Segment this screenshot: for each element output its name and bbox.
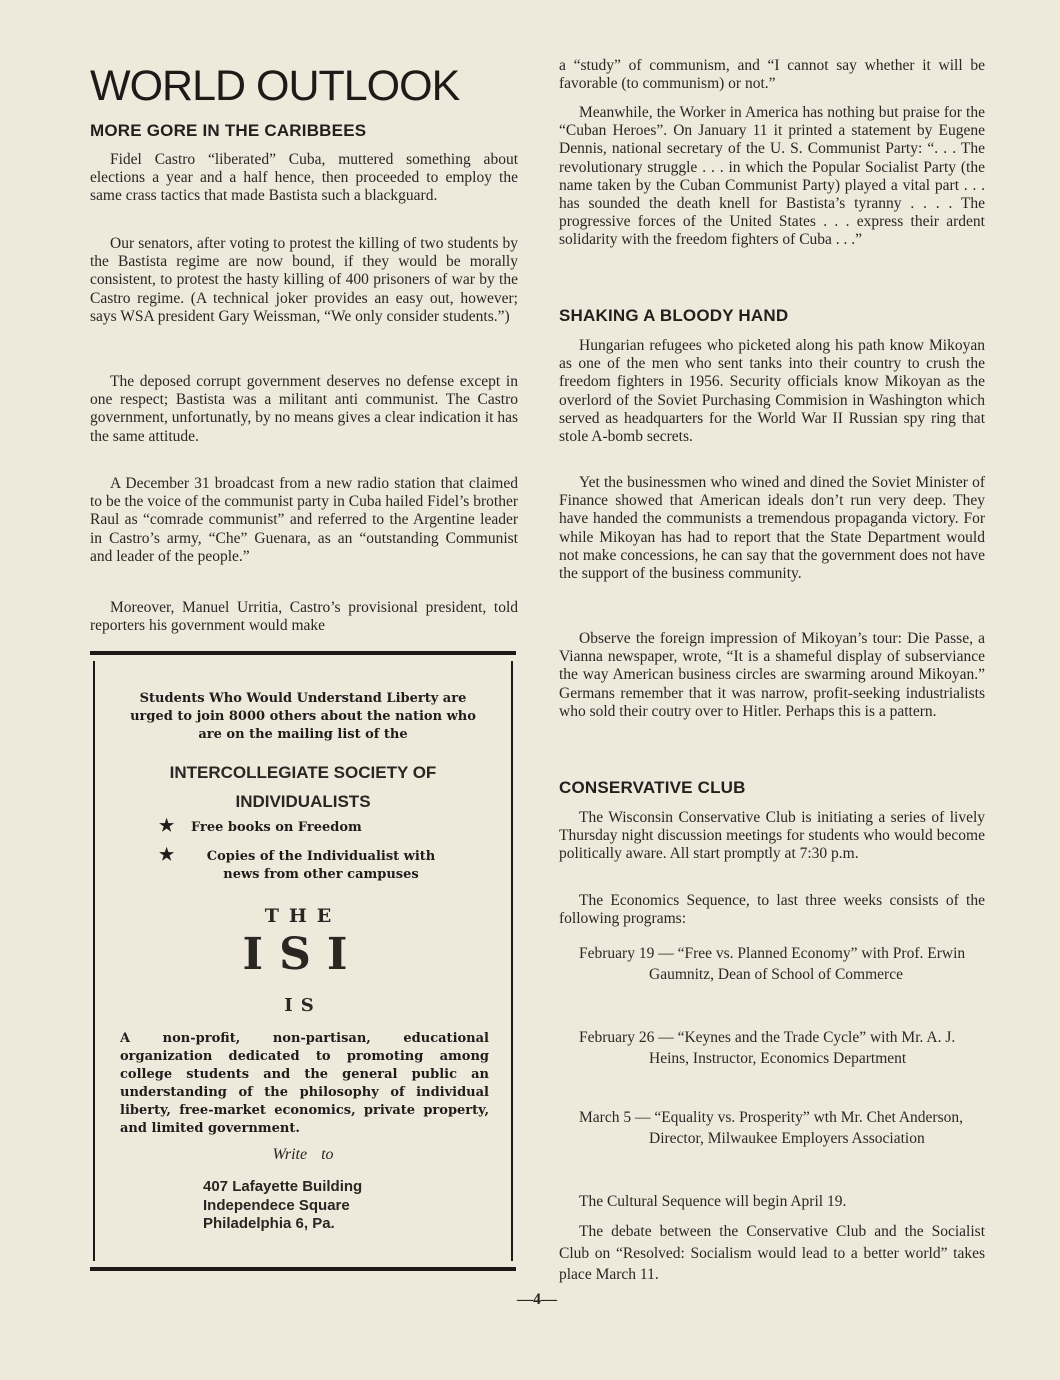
ad-address xyxy=(203,1178,362,1234)
paragraph: Yet the businessmen who wined and dined the Soviet Minister of Finance showed that American ideals don’t run very deep. They have handed the communists a tremendous propaganda victory. For while Mikoyan has had to report that the State Department would not make concessions, he can say that the government does not have the support of the business community. xyxy=(559,474,985,583)
write-to: Write to xyxy=(272,1146,334,1163)
paragraph: Our senators, after voting to protest the killing of two students by the Bastista regime are now bound, if they would be morally consistent, to protest the hasty killing of 400 prisoners of war by the Castro regime. (A technical joker provides an easy out, however; says WSA president Gary Weissman, “We only consider students.”) xyxy=(90,235,518,325)
paragraph: The Wisconsin Conservative Club is initiating a series of lively Thursday night discussion meetings for students who would become politically aware. All start promptly at 7:30 p.m. xyxy=(559,809,985,863)
paragraph: Meanwhile, the Worker in America has nothing but praise for the “Cuban Heroes”. On January 11 it printed a statement by Eugene Dennis, national secretary of the U. S. Communist Party: “. . . The revolutionary struggle . . . in which the Popular Socialist Party (the name taken by the Cuban Communist Party) played a vital part . . . has sounded the death knell for Bastista’s tyranny . . . . The progressive forces of the United States . . . express their ardent solidarity with the freedom fighters of Cuba . . .” xyxy=(559,104,985,249)
ad-intro: Students Who Would Understand Liberty are urged to join 8000 others about the nation who are on the mailing list of the xyxy=(130,691,476,742)
ad-description: A non-profit, non-partisan, educational organization dedicated to promoting among college students and the general public an understanding of the philosophy of individual liberty, free-market economics, private property, and limited government. xyxy=(120,1031,489,1136)
paragraph: Moreover, Manuel Urritia, Castro’s provisional president, told reporters his government would make xyxy=(90,599,518,635)
schedule-item: February 26 — “Keynes and the Trade Cycle” with Mr. A. J. Heins, Instructor, Economics Department xyxy=(579,1029,956,1067)
bullet-text: Free books on Freedom xyxy=(191,820,362,835)
heading-conservative-club: CONSERVATIVE CLUB xyxy=(559,778,746,797)
isi-advertisement xyxy=(90,651,516,1271)
paragraph: The Cultural Sequence will begin April 19. xyxy=(579,1193,847,1210)
address-line: Philadelphia 6, Pa. xyxy=(203,1215,335,1232)
star-icon: ★ xyxy=(159,816,175,836)
heading-shaking-bloody-hand: SHAKING A BLOODY HAND xyxy=(559,306,789,325)
paragraph: The Economics Sequence, to last three weeks consists of the following programs: xyxy=(559,892,985,928)
paragraph: Observe the foreign impression of Mikoyan’s tour: Die Passe, a Vianna newspaper, wrote, “It is a shameful display of subserviance the way American business circles are swarming around Mikoyan.” Germans remember that it was narrow, profit-seeking industrialists who sold their coutry over to Hitler. Perhaps this is a pattern. xyxy=(559,630,985,720)
ad-frame xyxy=(93,661,513,1261)
schedule-item: March 5 — “Equality vs. Prosperity” wth Mr. Chet Anderson, Director, Milwaukee Employers Association xyxy=(579,1109,964,1147)
heading-more-gore: MORE GORE IN THE CARIBBEES xyxy=(90,121,367,140)
address-line: 407 Lafayette Building xyxy=(203,1178,363,1195)
paragraph: The deposed corrupt government deserves no defense except in one respect; Bastista was a militant anti communist. The Castro government, unfortunatly, by no means gives a clear indication it has the same attitude. xyxy=(90,373,518,445)
ad-bullet xyxy=(159,845,451,884)
page-number: —4— xyxy=(517,1291,557,1308)
paragraph: A December 31 broadcast from a new radio station that claimed to be the voice of the communist party in Cuba hailed Fidel’s brother Raul as “comrade communist” and referred to the Argentine leader in Castro’s army, “Che” Guenara, as an “outstanding Communist and leader of the people.” xyxy=(90,475,518,565)
ad-isi-logo: ISI xyxy=(242,929,364,980)
paragraph: The debate between the Conservative Club and the Socialist Club on “Resolved: Socialism would lead to a better world” takes place March 11. xyxy=(559,1223,985,1283)
ad-is: IS xyxy=(284,995,322,1016)
paragraph: Fidel Castro “liberated” Cuba, muttered something about elections a year and a half hence, then proceeded to employ the same crass tactics that made Bastista such a blackguard. xyxy=(90,151,518,205)
address-line: Independece Square xyxy=(203,1196,350,1214)
paragraph: Hungarian refugees who picketed along his path know Mikoyan as one of the men who sent tanks into their country to crush the freedom fighters in 1956. Security officials know Mikoyan as the overlord of the Soviet Purchasing Commision in Washington which served as headquarters for the World War II Russian spy ring that stole A-bomb secrets. xyxy=(559,337,985,446)
paragraph: a “study” of communism, and “I cannot say whether it will be favorable (to communism) or not.” xyxy=(559,57,985,93)
society-name: INTERCOLLEGIATE SOCIETY OF INDIVIDUALISTS xyxy=(169,763,437,811)
schedule-item: February 19 — “Free vs. Planned Economy” with Prof. Erwin Gaumnitz, Dean of School of Commerce xyxy=(579,945,966,983)
star-icon: ★ xyxy=(159,845,175,865)
bullet-text: Copies of the Individualist with news from other campuses xyxy=(206,849,436,882)
ad-bullet xyxy=(159,816,491,837)
masthead-title: WORLD OUTLOOK xyxy=(90,62,460,110)
ad-the: THE xyxy=(264,905,342,927)
